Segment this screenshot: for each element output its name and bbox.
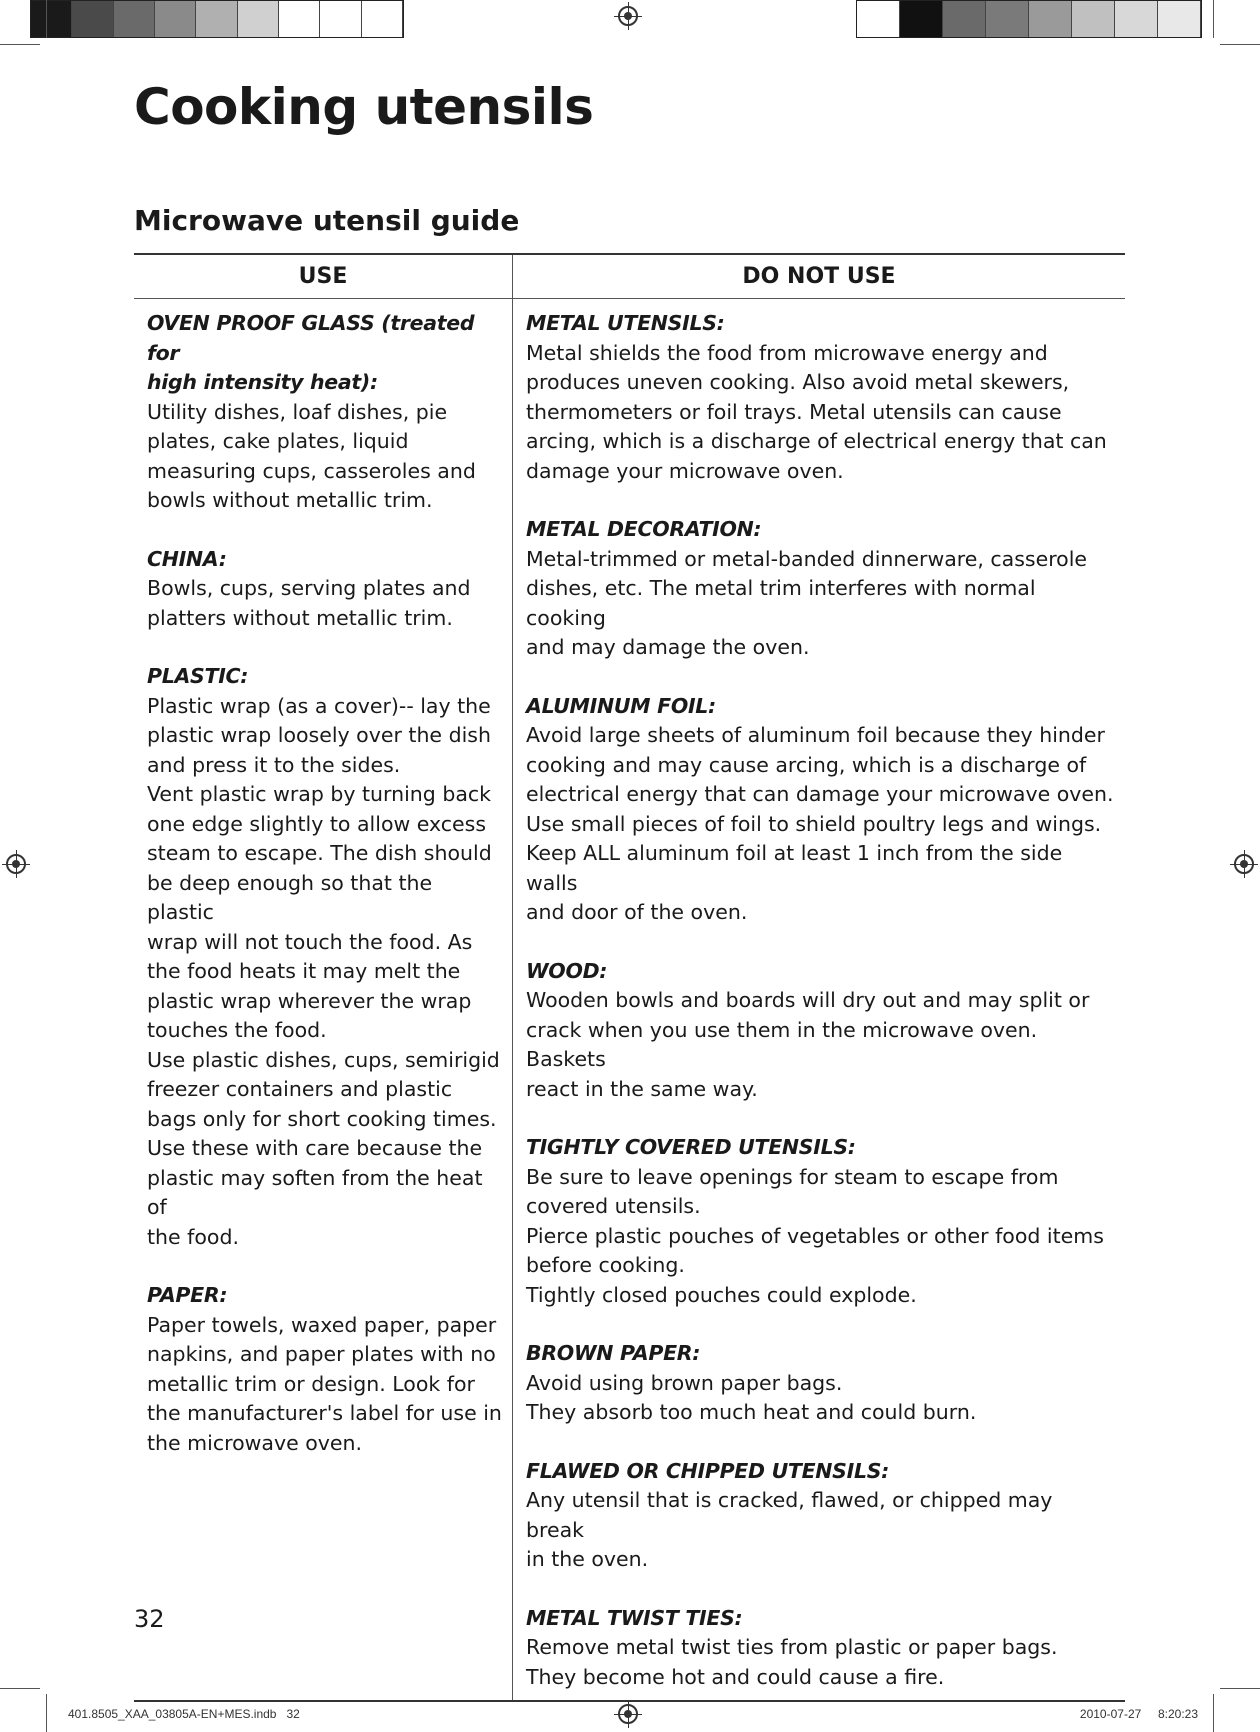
utensil-entry bbox=[147, 662, 502, 1252]
entry-text: Avoid large sheets of aluminum foil because they hinder cooking and may cause arcing, which is a discharge of electrical energy that can damage your microwave oven. bbox=[526, 723, 1114, 806]
crop-mark bbox=[1213, 0, 1214, 38]
entry-title: FLAWED OR CHIPPED UTENSILS: bbox=[526, 1458, 890, 1483]
entry-text: Wooden bowls and boards will dry out and may split or crack when you use them in the microwave oven. Baskets react in the same way. bbox=[526, 988, 1090, 1101]
entry-title: PLASTIC: bbox=[147, 664, 249, 688]
utensil-entry bbox=[526, 309, 1115, 486]
entry-text: Use plastic dishes, cups, semirigid freezer containers and plastic bags only for short cooking times. Use these with care because the plastic may soften from the heat of the food. bbox=[147, 1047, 500, 1249]
crop-mark bbox=[1220, 44, 1260, 45]
entry-text: Vent plastic wrap by turning back one edge slightly to allow excess steam to escape. The dish should be deep enough so that the plastic wrap will not touch the food. As the food heats it may melt the plastic wrap wherever the wrap touches the food. bbox=[147, 782, 492, 1042]
registration-mark-icon bbox=[6, 854, 26, 874]
utensil-entry bbox=[526, 515, 1115, 663]
header-use: USE bbox=[134, 255, 513, 298]
entry-title: TIGHTLY COVERED UTENSILS: bbox=[526, 1135, 856, 1159]
crop-mark bbox=[0, 1688, 40, 1689]
entry-text: Keep ALL aluminum foil at least 1 inch from the side walls and door of the oven. bbox=[526, 841, 1063, 924]
calibration-swatch bbox=[362, 1, 403, 37]
entry-text: Be sure to leave openings for steam to escape from covered utensils. bbox=[526, 1164, 1059, 1218]
entry-title: METAL DECORATION: bbox=[526, 517, 762, 541]
utensil-entry bbox=[147, 545, 502, 634]
entry-title: PAPER: bbox=[147, 1283, 228, 1307]
calibration-swatch bbox=[1158, 1, 1201, 37]
page-number: 32 bbox=[134, 1605, 165, 1633]
entry-text: Plastic wrap (as a cover)-- lay the plastic wrap loosely over the dish and press it to the sides. bbox=[147, 693, 491, 777]
calibration-swatch bbox=[1115, 1, 1158, 37]
utensil-entry bbox=[526, 1133, 1115, 1310]
entry-text: Pierce plastic pouches of vegetables or other food items before cooking. bbox=[526, 1223, 1104, 1277]
calibration-swatch bbox=[196, 1, 237, 37]
calibration-swatch bbox=[320, 1, 361, 37]
table-header bbox=[134, 255, 1125, 299]
entry-text: Use small pieces of foil to shield poultry legs and wings. bbox=[526, 811, 1102, 836]
calibration-swatch bbox=[72, 1, 113, 37]
crop-mark bbox=[46, 0, 47, 38]
footer-timestamp: 2010-07-27 8:20:23 bbox=[1079, 1707, 1198, 1721]
utensil-guide-table bbox=[134, 253, 1125, 1702]
entry-title: BROWN PAPER: bbox=[526, 1341, 701, 1365]
utensil-entry bbox=[147, 1281, 502, 1458]
entry-text: Bowls, cups, serving plates and platters without metallic trim. bbox=[147, 576, 471, 630]
entry-text: They absorb too much heat and could burn. bbox=[526, 1400, 977, 1424]
utensil-entry bbox=[526, 1604, 1115, 1693]
calibration-swatch bbox=[857, 1, 900, 37]
utensil-entry bbox=[526, 1457, 1115, 1575]
page-title: Cooking utensils bbox=[134, 78, 594, 136]
table-body bbox=[134, 299, 1125, 1700]
calibration-swatch bbox=[114, 1, 155, 37]
calibration-swatch bbox=[943, 1, 986, 37]
calibration-swatch bbox=[900, 1, 943, 37]
entry-title: OVEN PROOF GLASS (treated for high intensity heat): bbox=[147, 311, 475, 394]
calibration-swatch bbox=[279, 1, 320, 37]
crop-mark bbox=[1213, 1694, 1214, 1732]
crop-mark bbox=[1220, 1688, 1260, 1689]
entry-text: Remove metal twist ties from plastic or paper bags. bbox=[526, 1635, 1058, 1659]
header-do-not-use: DO NOT USE bbox=[742, 264, 896, 289]
calibration-swatch bbox=[238, 1, 279, 37]
entry-text: Metal-trimmed or metal-banded dinnerware, casserole dishes, etc. The metal trim interferes with normal cooking and may damage the oven. bbox=[526, 546, 1088, 659]
color-calibration-bar-left bbox=[30, 0, 404, 38]
calibration-swatch bbox=[1072, 1, 1115, 37]
utensil-entry bbox=[526, 692, 1115, 928]
entry-title: WOOD: bbox=[526, 958, 608, 983]
entry-text: Utility dishes, loaf dishes, pie plates, cake plates, liquid measuring cups, casseroles and bowls without metallic trim. bbox=[147, 399, 476, 512]
registration-mark-icon bbox=[618, 6, 638, 26]
entry-title: ALUMINUM FOIL: bbox=[526, 693, 716, 718]
calibration-swatch bbox=[1029, 1, 1072, 37]
entry-text: Metal shields the food from microwave energy and produces uneven cooking. Also avoid metal skewers, thermometers or foil trays. Metal utensils can cause arcing, which is a discharge of electrical energy that can damage your microwave oven. bbox=[526, 340, 1107, 483]
entry-title: METAL UTENSILS: bbox=[526, 311, 725, 335]
calibration-swatch bbox=[31, 1, 72, 37]
entry-text: They become hot and could cause a fire. bbox=[526, 1664, 945, 1689]
utensil-entry bbox=[147, 309, 502, 516]
crop-mark bbox=[46, 1694, 47, 1732]
utensil-entry bbox=[526, 1339, 1115, 1428]
crop-mark bbox=[0, 44, 40, 45]
calibration-swatch bbox=[986, 1, 1029, 37]
do-not-use-column bbox=[513, 299, 1125, 1700]
section-title: Microwave utensil guide bbox=[134, 204, 520, 237]
entry-title: CHINA: bbox=[147, 546, 227, 571]
use-column bbox=[134, 299, 513, 1700]
entry-text: Avoid using brown paper bags. bbox=[526, 1370, 843, 1395]
entry-title: METAL TWIST TIES: bbox=[526, 1605, 743, 1630]
entry-text: Any utensil that is cracked, flawed, or chipped may break in the oven. bbox=[526, 1488, 1053, 1571]
entry-text: Paper towels, waxed paper, paper napkins, and paper plates with no metallic trim or design. Look for the manufacturer's label for use in the microwave oven. bbox=[147, 1312, 502, 1455]
utensil-entry bbox=[526, 957, 1115, 1105]
registration-mark-icon bbox=[1234, 854, 1254, 874]
calibration-swatch bbox=[155, 1, 196, 37]
registration-mark-icon bbox=[618, 1704, 638, 1724]
color-calibration-bar-right bbox=[856, 0, 1202, 38]
footer-file-name: 401.8505_XAA_03805A-EN+MES.indb 32 bbox=[68, 1707, 300, 1721]
entry-text: Tightly closed pouches could explode. bbox=[526, 1282, 917, 1307]
